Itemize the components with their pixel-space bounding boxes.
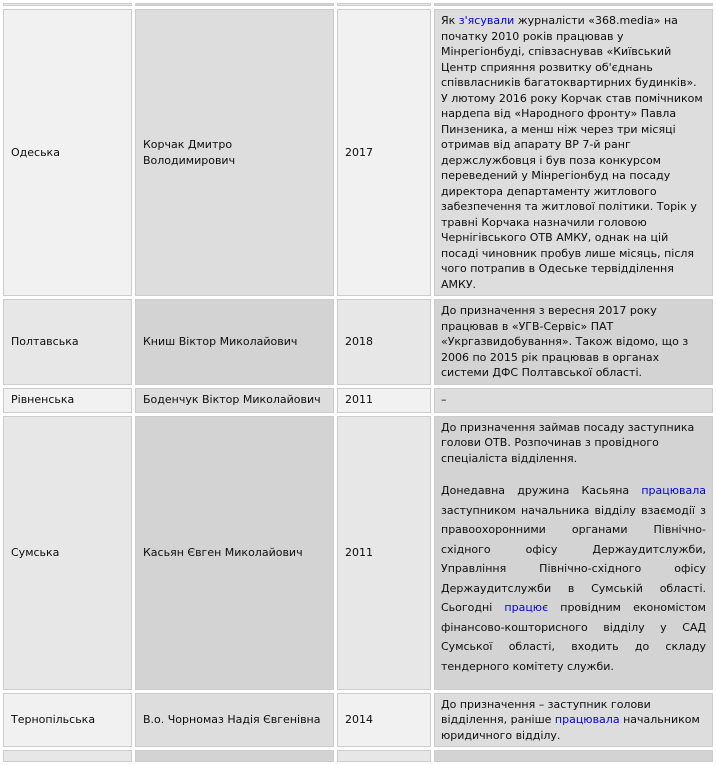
table-row (3, 693, 713, 748)
name-cell: Книш Віктор Миколайович (135, 299, 334, 385)
text-run: До призначення займав посаду заступника голови ОТВ. Розпочинав з провідного спеціаліста відділення. (441, 420, 695, 465)
details-paragraph (441, 697, 706, 744)
year-cell (337, 750, 431, 762)
region-cell (3, 750, 132, 762)
inline-link[interactable]: з'ясували (458, 14, 515, 27)
text-run: начальником юридичного відділу. (441, 713, 700, 742)
details-cell (434, 416, 713, 690)
year-cell: 2017 (337, 9, 431, 296)
name-cell: Касьян Євген Миколайович (135, 416, 334, 690)
details-paragraph (441, 392, 706, 408)
name-cell: В.о. Чорномаз Надія Євгенівна (135, 693, 334, 748)
partial-row-bottom (3, 750, 713, 762)
table-row (3, 388, 713, 413)
inline-link[interactable]: працювала (554, 713, 620, 726)
details-paragraph (441, 13, 706, 292)
partial-row-top (3, 3, 713, 6)
details-paragraph (441, 481, 706, 676)
year-cell: 2011 (337, 416, 431, 690)
table-row (3, 416, 713, 690)
region-cell: Одеська (3, 9, 132, 296)
table-row (3, 299, 713, 385)
year-cell (337, 3, 431, 6)
details-cell (434, 388, 713, 413)
text-run: заступником начальника відділу взаємодії з правоохоронними органами Північно-східного офісу Держаудитслужби, Управління Північно-східного офісу Держаудитслужби в Сумській області. Сьогодні (441, 503, 706, 614)
details-cell (434, 299, 713, 385)
name-cell: Корчак Дмитро Володимирович (135, 9, 334, 296)
inline-link[interactable]: працює (504, 601, 549, 614)
region-cell (3, 3, 132, 6)
details-cell (434, 693, 713, 748)
text-run: Донедавна дружина Касьяна (441, 484, 642, 497)
year-cell: 2014 (337, 693, 431, 748)
inline-link[interactable]: працювала (641, 484, 706, 497)
text-run: – (441, 392, 447, 406)
text-run: журналісти «368.media» на початку 2010 років працював у Мінрегіонбуді, співзаснував «Київський Центр сприяння розвитку об'єднань співвласників багатоквартирних будинків». У лютому 2016 року Корчак став помічником нардепа від «Народного фронту» Павла Пинзеника, а менш ніж через три місяці отримав від апарату ВР 7-й ранг держслужбовця і був поза конкурсом переведений у Мінрегіонбуд на посаду директора департаменту житлового забезпечення та житлової політики. Торік у травні Корчака назначили головою Чернігівського ОТВ АМКУ, однак на цій посаді чиновник пробув лише місяць, після чого потрапив в Одеське тервідділення АМКУ. (441, 14, 703, 291)
name-cell: Боденчук Віктор Миколайович (135, 388, 334, 413)
details-cell (434, 3, 713, 6)
details-cell (434, 750, 713, 762)
region-cell: Рівненська (3, 388, 132, 413)
name-cell (135, 3, 334, 6)
text-run: До призначення з вересня 2017 року працював в «УГВ-Сервіс» ПАТ «Укргазвидобування». Також відомо, що з 2006 по 2015 рік працював в органах системи ДФС Полтавської області. (441, 304, 689, 379)
name-cell (135, 750, 334, 762)
details-paragraph (441, 420, 706, 467)
region-cell: Тернопільська (3, 693, 132, 748)
details-cell (434, 9, 713, 296)
year-cell: 2011 (337, 388, 431, 413)
year-cell: 2018 (337, 299, 431, 385)
details-paragraph (441, 303, 706, 381)
region-cell: Полтавська (3, 299, 132, 385)
table-row (3, 9, 713, 296)
text-run: провідним економістом фінансово-кошторисного відділу у САД Сумської області, входить до складу тендерного комітету служби. (441, 601, 706, 673)
text-run: До призначення – заступник голови відділення, раніше (441, 697, 651, 726)
region-cell: Сумська (3, 416, 132, 690)
text-run: Як (441, 14, 459, 27)
